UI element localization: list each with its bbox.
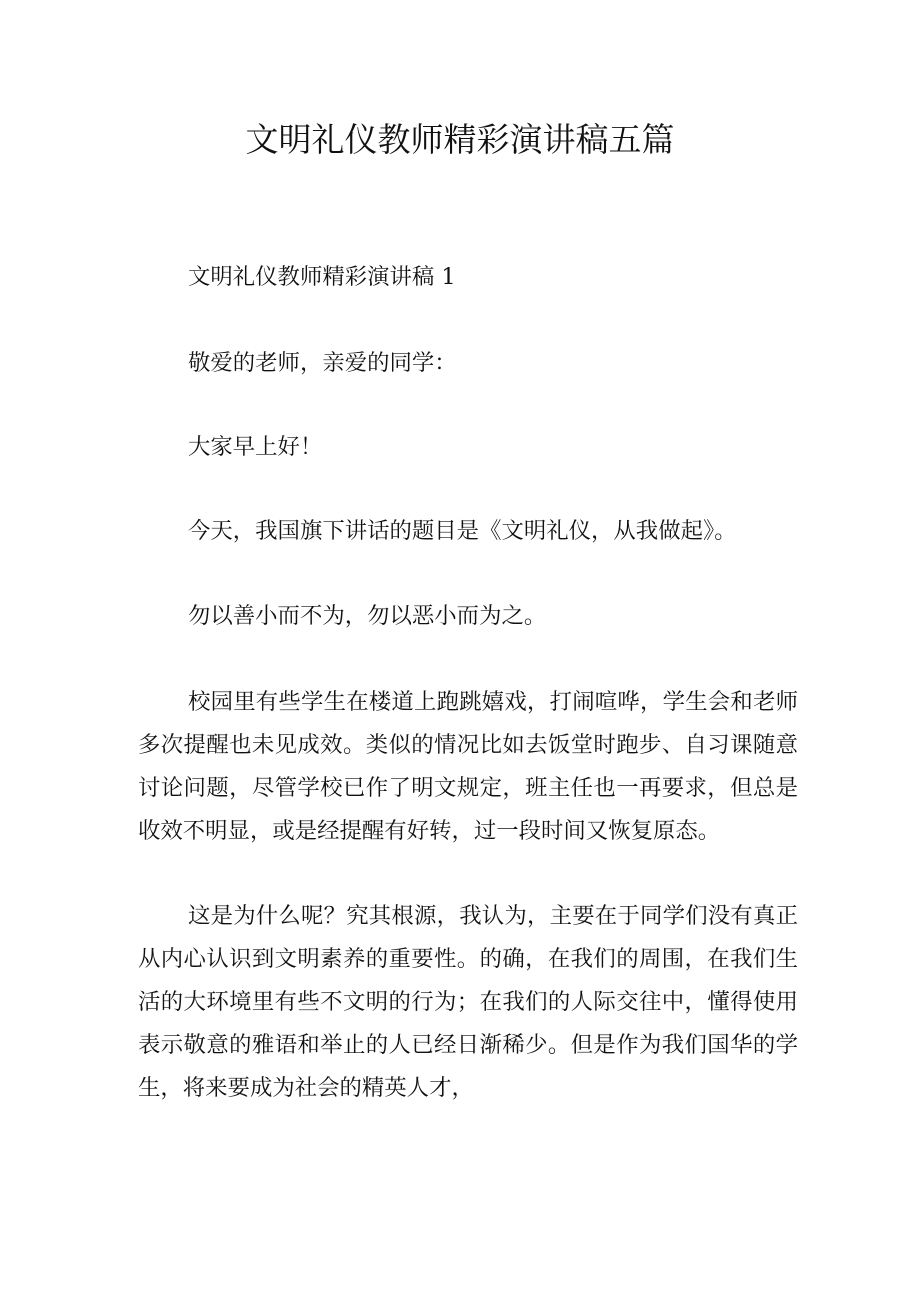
hello-paragraph: 大家早上好！ [188, 434, 323, 460]
topic-paragraph: 今天，我国旗下讲话的题目是《文明礼仪，从我做起》。 [188, 518, 737, 544]
document-title: 文明礼仪教师精彩演讲稿五篇 [245, 120, 675, 159]
quote-paragraph: 勿以善小而不为，勿以恶小而为之。 [188, 603, 547, 629]
section-heading: 文明礼仪教师精彩演讲稿 1 [188, 264, 456, 290]
reason-paragraph: 这是为什么呢？究其根源，我认为，主要在于同学们没有真正从内心认识到文明素养的重要性。的确，在我们的周围，在我们生活的大环境里有些不文明的行为；在我们的人际交往中，懂得使用表示敬意的雅语和举止的人已经日渐稀少。但是作为我们国华的学生，将来要成为社会的精英人才， [138, 903, 798, 1101]
greeting-paragraph: 敬爱的老师，亲爱的同学： [188, 350, 457, 376]
campus-paragraph: 校园里有些学生在楼道上跑跳嬉戏，打闹喧哗，学生会和老师多次提醒也未见成效。类似的情况比如去饭堂时跑步、自习课随意讨论问题，尽管学校已作了明文规定，班主任也一再要求，但总是收效不明显，或是经提醒有好转，过一段时间又恢复原态。 [138, 689, 798, 844]
